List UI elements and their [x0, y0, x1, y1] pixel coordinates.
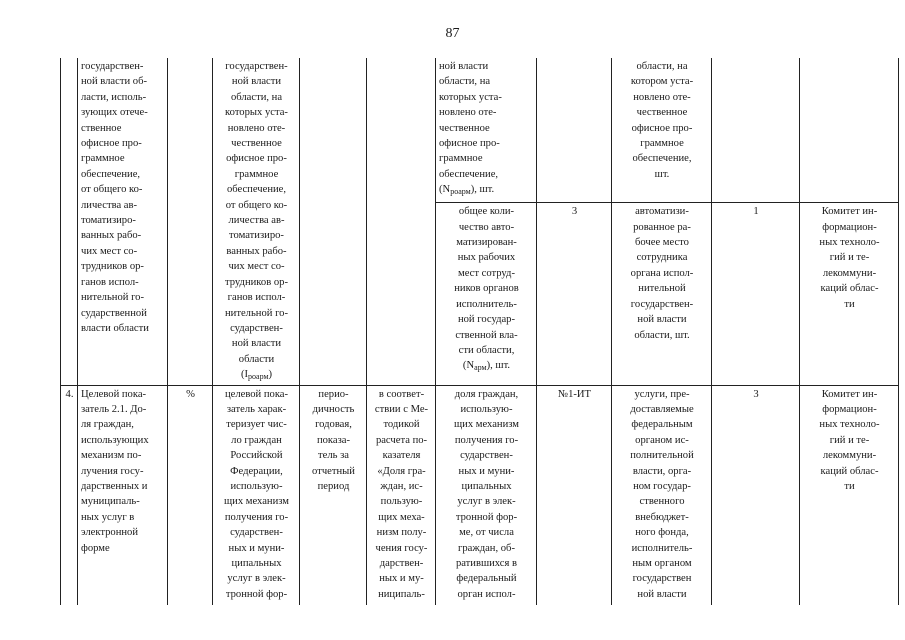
cell-coverage-2: 1 — [712, 203, 800, 385]
definition-text: государствен- ной власти области, на которых уста- новлено оте- чественное офисное про- граммное обеспечение, от общего ко- личества ав- томатизиро- ванных рабо- чих мест со- трудников ор- ганов испол- нительной го- сударствен- ной власти области (I — [225, 61, 288, 381]
cell-unit — [168, 58, 213, 385]
definition-tail: ) — [268, 369, 273, 381]
cell-method: в соответ- ствии с Ме- тодикой расчета по- казателя «Доля гра- ждан, ис- пользую- щих меха- низм полу- чения госу- дарствен- ных и му- ниципаль- — [367, 385, 436, 605]
basic-indicator-2-tail: ), шт. — [486, 360, 511, 372]
cell-indicator-name: Целевой пока- затель 2.1. До- ля граждан, использующих механизм по- лучения госу- дарственных и муниципаль- ных услуг в электронной форме — [78, 385, 168, 605]
cell-periodicity: перио- дичность годовая, показа- тель за отчетный период — [300, 385, 367, 605]
cell-basic-indicator-2 — [436, 203, 537, 385]
page-number: 87 — [445, 26, 460, 41]
cell-responsible — [800, 58, 899, 203]
cell-basic-indicator — [436, 58, 537, 203]
basic-indicator-2-subscript: арм — [474, 363, 487, 373]
cell-periodicity — [300, 58, 367, 385]
cell-definition: целевой пока- затель харак- теризует чис- ло граждан Российской Федерации, использую- щих механизм получения го- сударствен- ных и муни- ципальных услуг в элек- тронной фор- — [213, 385, 300, 605]
cell-responsible-2: Комитет ин- формацион- ных техноло- гий и те- лекоммуни- каций облас- ти — [800, 203, 899, 385]
basic-indicator-text: ной власти области, на которых уста- новлено оте- чественное офисное про- граммное обеспечение, (N — [439, 61, 502, 196]
definition-subscript: роарм — [248, 372, 269, 382]
basic-indicator-tail: ), шт. — [470, 184, 495, 196]
cell-basic-indicator: доля граждан, использую- щих механизм получения го- сударствен- ных и муни- ципальных услуг в элек- тронной фор- ме, от числа граждан, об- ратившихся в федеральный орган испол- — [436, 385, 537, 605]
cell-observation-unit: области, на котором уста- новлено оте- чественное офисное про- граммное обеспечение, шт. — [612, 58, 712, 203]
cell-indicator-name: государствен- ной власти об- ласти, исполь- зующих отече- ственное офисное про- граммное обеспечение, от общего ко- личества ав- томатизиро- ванных рабо- чих мест со- трудников ор- ганов испол- нительной го- сударственной власти области — [78, 58, 168, 385]
indicators-table — [60, 58, 899, 605]
basic-indicator-2-text: общее коли- чество авто- матизирован- ных рабочих мест сотруд- ников органов исполнитель- ной государ- ственной вла- сти области, (N — [454, 206, 519, 372]
cell-collection-method-2: 3 — [537, 203, 612, 385]
cell-unit: % — [168, 385, 213, 605]
cell-num: 4. — [61, 385, 78, 605]
cell-coverage: 3 — [712, 385, 800, 605]
table-row-continued — [61, 58, 899, 203]
cell-observation-unit: услуги, пре- доставляемые федеральным органом ис- полнительной власти, орга- ном государ- ственного внебюджет- ного фонда, исполнитель- ным органом государствен ной власти — [612, 385, 712, 605]
basic-indicator-subscript: роарм — [450, 187, 471, 197]
cell-responsible: Комитет ин- формацион- ных техноло- гий и те- лекоммуни- каций облас- ти — [800, 385, 899, 605]
cell-observation-unit-2: автоматизи- рованное ра- бочее место сотрудника органа испол- нительной государствен- ной власти области, шт. — [612, 203, 712, 385]
cell-method — [367, 58, 436, 385]
cell-collection-method: №1-ИТ — [537, 385, 612, 605]
cell-definition — [213, 58, 300, 385]
table-row-4 — [61, 385, 899, 605]
cell-collection-method — [537, 58, 612, 203]
cell-num — [61, 58, 78, 385]
cell-coverage — [712, 58, 800, 203]
